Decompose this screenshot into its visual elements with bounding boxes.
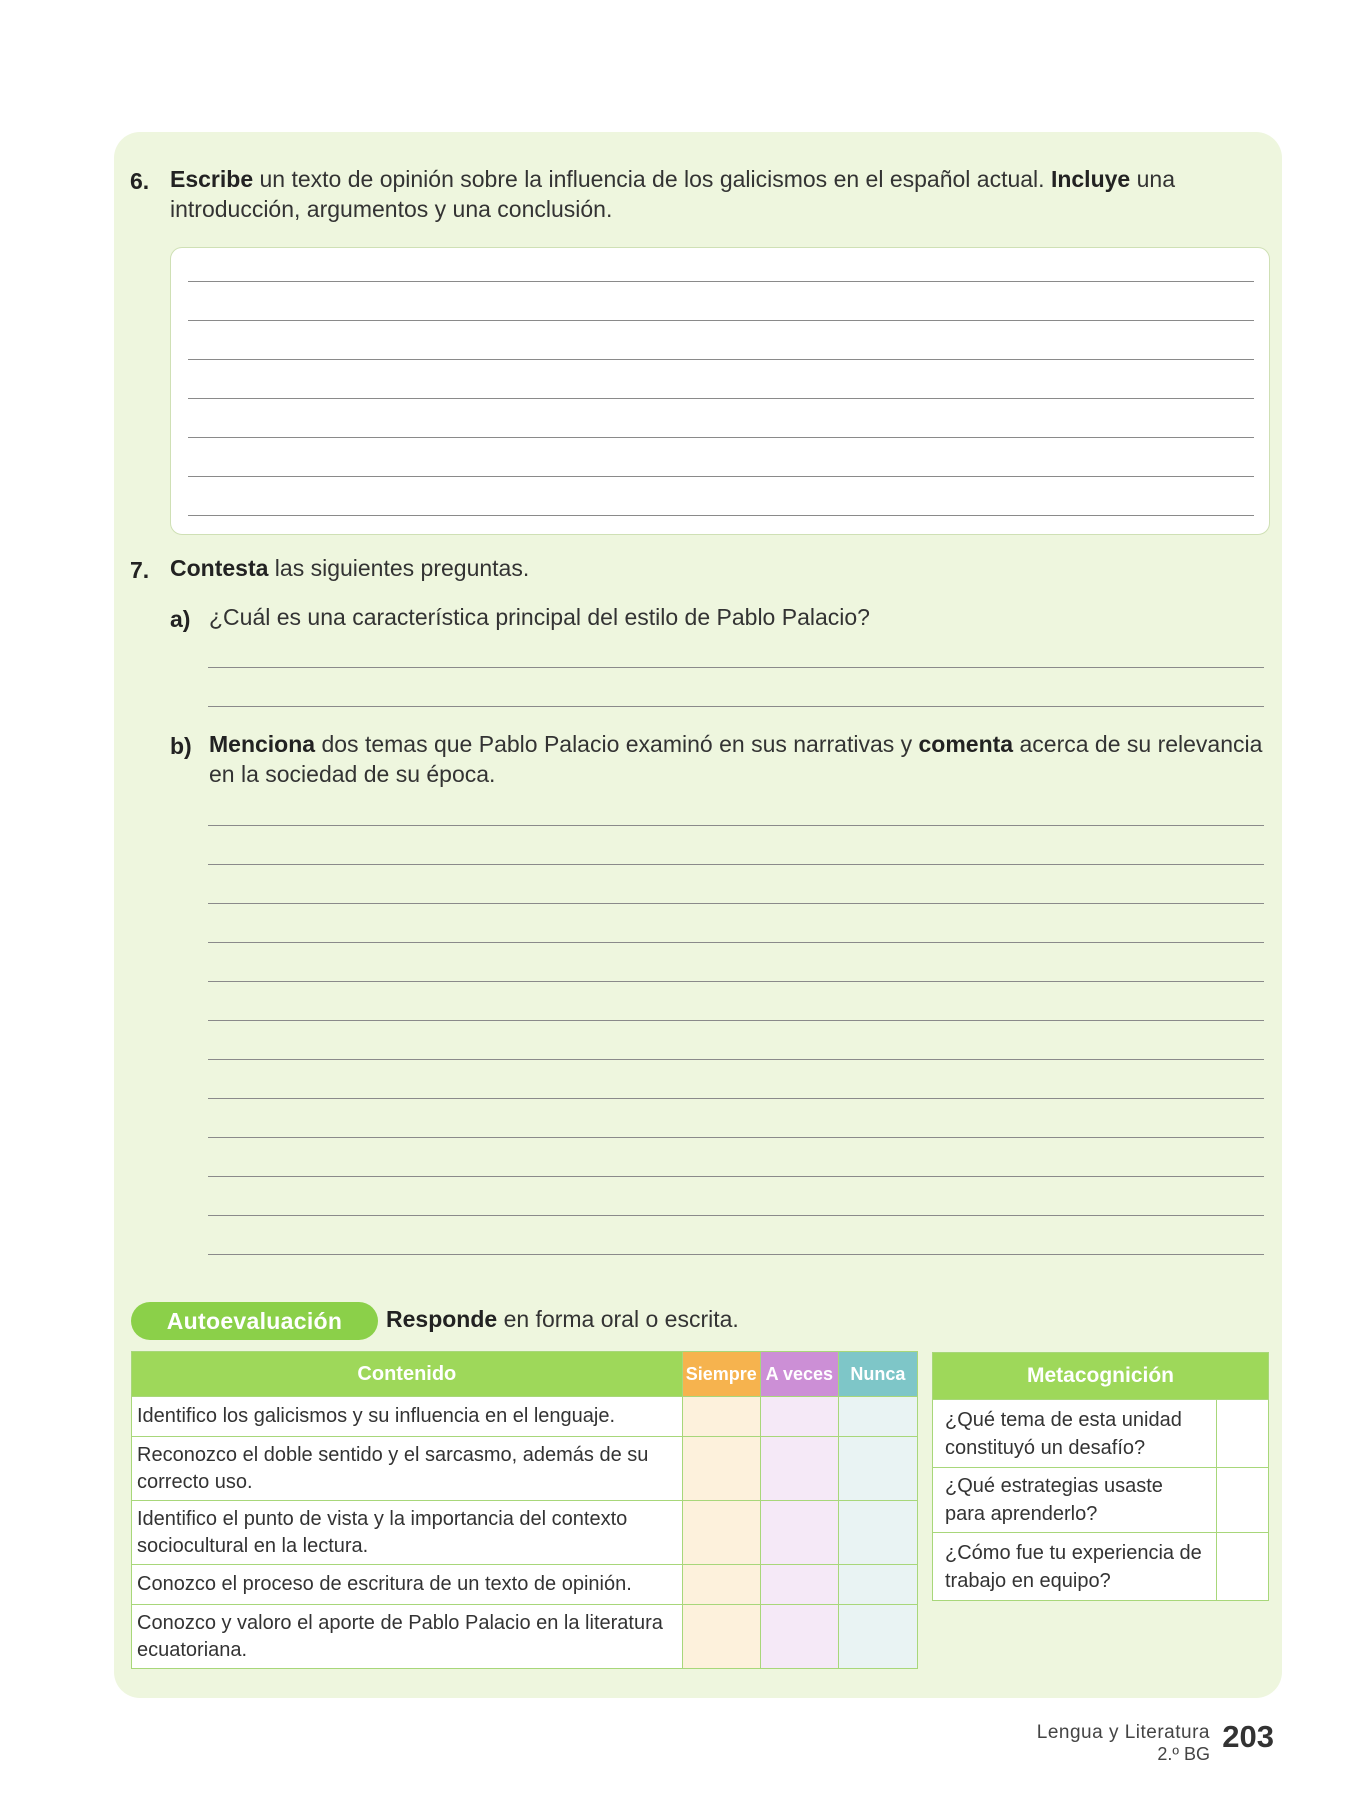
- header-contenido: Contenido: [132, 1352, 683, 1397]
- table-row: [132, 1565, 918, 1605]
- q6-number: 6.: [130, 168, 150, 194]
- header-siempre: Siempre: [682, 1352, 760, 1397]
- nunca-cell[interactable]: [838, 1437, 917, 1501]
- nunca-cell[interactable]: [838, 1605, 917, 1669]
- meta-question: ¿Qué tema de esta unidad constituyó un desafío?: [933, 1400, 1217, 1468]
- q7a-answer-line[interactable]: [208, 706, 1264, 707]
- q6-answer-line[interactable]: [188, 398, 1254, 399]
- q6-answer-line[interactable]: [188, 320, 1254, 321]
- footer-grade: 2.º BG: [1157, 1744, 1210, 1764]
- q7-number: 7.: [130, 557, 150, 583]
- table-row: [132, 1501, 918, 1565]
- q7b-answer-line[interactable]: [208, 981, 1264, 982]
- siempre-cell[interactable]: [682, 1605, 760, 1669]
- q7a-answer-line[interactable]: [208, 667, 1264, 668]
- q6-answer-line[interactable]: [188, 515, 1254, 516]
- q6-answer-line[interactable]: [188, 359, 1254, 360]
- criterion-text: Conozco el proceso de escritura de un texto de opinión.: [132, 1565, 683, 1605]
- table-row: [132, 1437, 918, 1501]
- a-veces-cell[interactable]: [760, 1501, 838, 1565]
- meta-question: ¿Qué estrategias usaste para aprenderlo?: [933, 1468, 1217, 1533]
- criterion-text: Reconozco el doble sentido y el sarcasmo, además de su correcto uso.: [132, 1437, 683, 1501]
- a-veces-cell[interactable]: [760, 1397, 838, 1437]
- q7b-answer-line[interactable]: [208, 1176, 1264, 1177]
- table-row: [132, 1605, 918, 1669]
- siempre-cell[interactable]: [682, 1397, 760, 1437]
- criterion-text: Identifico los galicismos y su influencia en el lenguaje.: [132, 1397, 683, 1437]
- metacognition-table: [932, 1352, 1269, 1601]
- header-a-veces: A veces: [760, 1352, 838, 1397]
- meta-answer-cell[interactable]: [1217, 1468, 1269, 1533]
- q7b-answer-line[interactable]: [208, 903, 1264, 904]
- q6-verb-incluye: Incluye: [1050, 166, 1131, 192]
- q7b-answer-line[interactable]: [208, 1254, 1264, 1255]
- a-veces-cell[interactable]: [760, 1605, 838, 1669]
- q6-answer-line[interactable]: [188, 437, 1254, 438]
- q7b-label: b): [170, 733, 192, 759]
- header-metacognicion: Metacognición: [933, 1353, 1269, 1400]
- q7a-question: ¿Cuál es una característica principal del estilo de Pablo Palacio?: [209, 604, 870, 630]
- q7b-answer-line[interactable]: [208, 1215, 1264, 1216]
- siempre-cell[interactable]: [682, 1437, 760, 1501]
- a-veces-cell[interactable]: [760, 1437, 838, 1501]
- q7b-answer-line[interactable]: [208, 942, 1264, 943]
- criterion-text: Identifico el punto de vista y la importancia del contexto sociocultural en la lectura.: [132, 1501, 683, 1565]
- q7b-answer-line[interactable]: [208, 1098, 1264, 1099]
- self-evaluation-table: [131, 1351, 918, 1669]
- meta-question: ¿Cómo fue tu experiencia de trabajo en equipo?: [933, 1533, 1217, 1601]
- nunca-cell[interactable]: [838, 1501, 917, 1565]
- q6-answer-line[interactable]: [188, 281, 1254, 282]
- q7b-answer-line[interactable]: [208, 864, 1264, 865]
- q7-prompt: Contesta las siguientes preguntas.: [170, 555, 530, 581]
- table-row: [933, 1400, 1269, 1468]
- nunca-cell[interactable]: [838, 1397, 917, 1437]
- siempre-cell[interactable]: [682, 1565, 760, 1605]
- nunca-cell[interactable]: [838, 1565, 917, 1605]
- q7a-label: a): [170, 606, 191, 632]
- q7b-verb-menciona: Menciona: [209, 731, 316, 757]
- q6-verb-escribe: Escribe: [170, 166, 254, 192]
- q6-prompt: Escribe un texto de opinión sobre la influencia de los galicismos en el español actual. Incluye una introducción, argumentos y una conclusión.: [170, 166, 1175, 222]
- q7b-answer-line[interactable]: [208, 1059, 1264, 1060]
- q7b-verb-comenta: comenta: [918, 731, 1014, 757]
- table-row: [132, 1397, 918, 1437]
- footer-subject: Lengua y Literatura: [1036, 1722, 1210, 1743]
- q7b-question: Menciona dos temas que Pablo Palacio examinó en sus narrativas y comenta acerca de su relevancia en la sociedad de su época.: [209, 731, 1263, 787]
- q6-answer-line[interactable]: [188, 476, 1254, 477]
- autoevaluacion-instruction: Responde en forma oral o escrita.: [386, 1306, 739, 1332]
- q6-answer-box[interactable]: [170, 247, 1270, 535]
- autoevaluacion-verb-responde: Responde: [386, 1306, 498, 1332]
- q7b-answer-line[interactable]: [208, 825, 1264, 826]
- header-nunca: Nunca: [838, 1352, 917, 1397]
- q7b-answer-line[interactable]: [208, 1137, 1264, 1138]
- siempre-cell[interactable]: [682, 1501, 760, 1565]
- table-row: [933, 1533, 1269, 1601]
- q7-verb-contesta: Contesta: [170, 555, 269, 581]
- table-row: [933, 1468, 1269, 1533]
- meta-answer-cell[interactable]: [1217, 1400, 1269, 1468]
- meta-answer-cell[interactable]: [1217, 1533, 1269, 1601]
- q7b-answer-line[interactable]: [208, 1020, 1264, 1021]
- page-number: 203: [1222, 1719, 1274, 1754]
- a-veces-cell[interactable]: [760, 1565, 838, 1605]
- autoevaluacion-badge: Autoevaluación: [131, 1302, 378, 1340]
- criterion-text: Conozco y valoro el aporte de Pablo Palacio en la literatura ecuatoriana.: [132, 1605, 683, 1669]
